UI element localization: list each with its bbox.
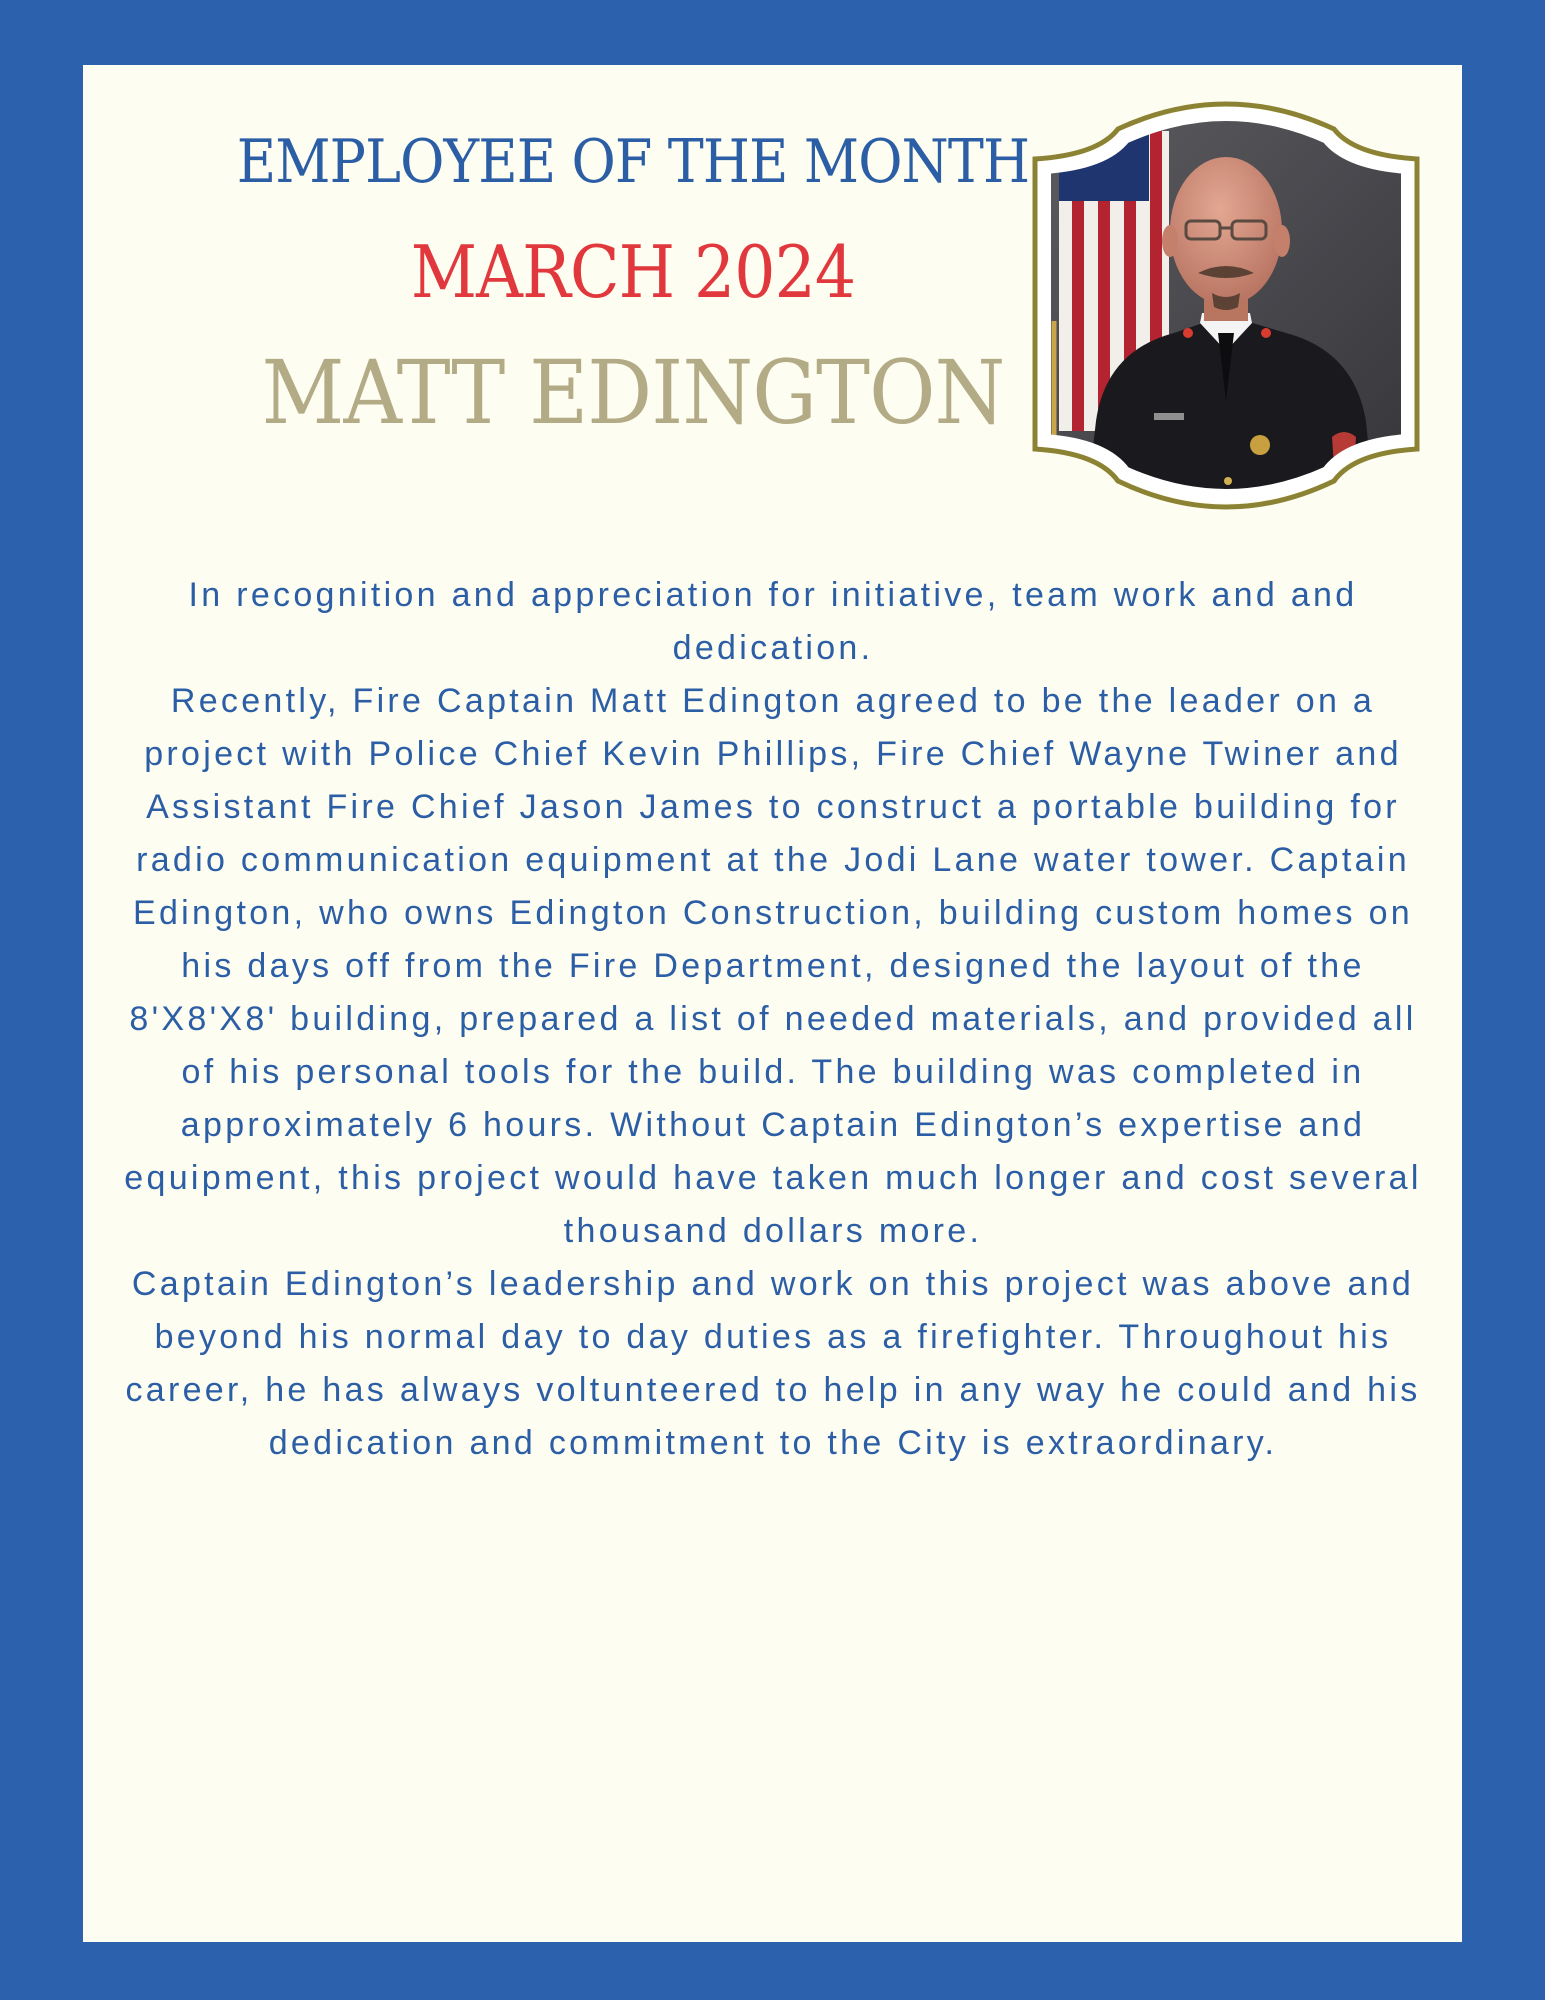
project-paragraph: Recently, Fire Captain Matt Edington agreed to be the leader on a project with Police Chief Kevin Phillips, Fire Chief Wayne Twiner and Assistant Fire Chief Jason James to construct a portable building for radio communication equipment at the Jodi Lane water tower. Captain Edington, who owns Edington Construction, building custom homes on his days off from the Fire Department, designed the layout of the 8'X8'X8' building, prepared a list of needed materials, and provided all of his personal tools for the build. The building was completed in approximately 6 hours. Without Captain Edington’s expertise and equipment, this project would have taken much longer and cost several thousand dollars more. (124, 682, 1422, 1250)
employee-name: MATT EDINGTON (261, 341, 1005, 444)
month-heading: MARCH 2024 (410, 230, 856, 314)
certificate-page (83, 65, 1462, 1942)
employee-photo (1014, 101, 1438, 527)
citation-text (123, 569, 1423, 1470)
leadership-paragraph: Captain Edington’s leadership and work on this project was above and beyond his normal day to day duties as a firefighter. Throughout his career, he has always voltunteered to help in any way he could and his dedication and commitment to the City is extraordinary. (125, 1265, 1421, 1462)
intro-paragraph: In recognition and appreciation for initiative, team work and and dedication. (188, 576, 1358, 667)
page-title: EMPLOYEE OF THE MONTH (236, 127, 1030, 197)
